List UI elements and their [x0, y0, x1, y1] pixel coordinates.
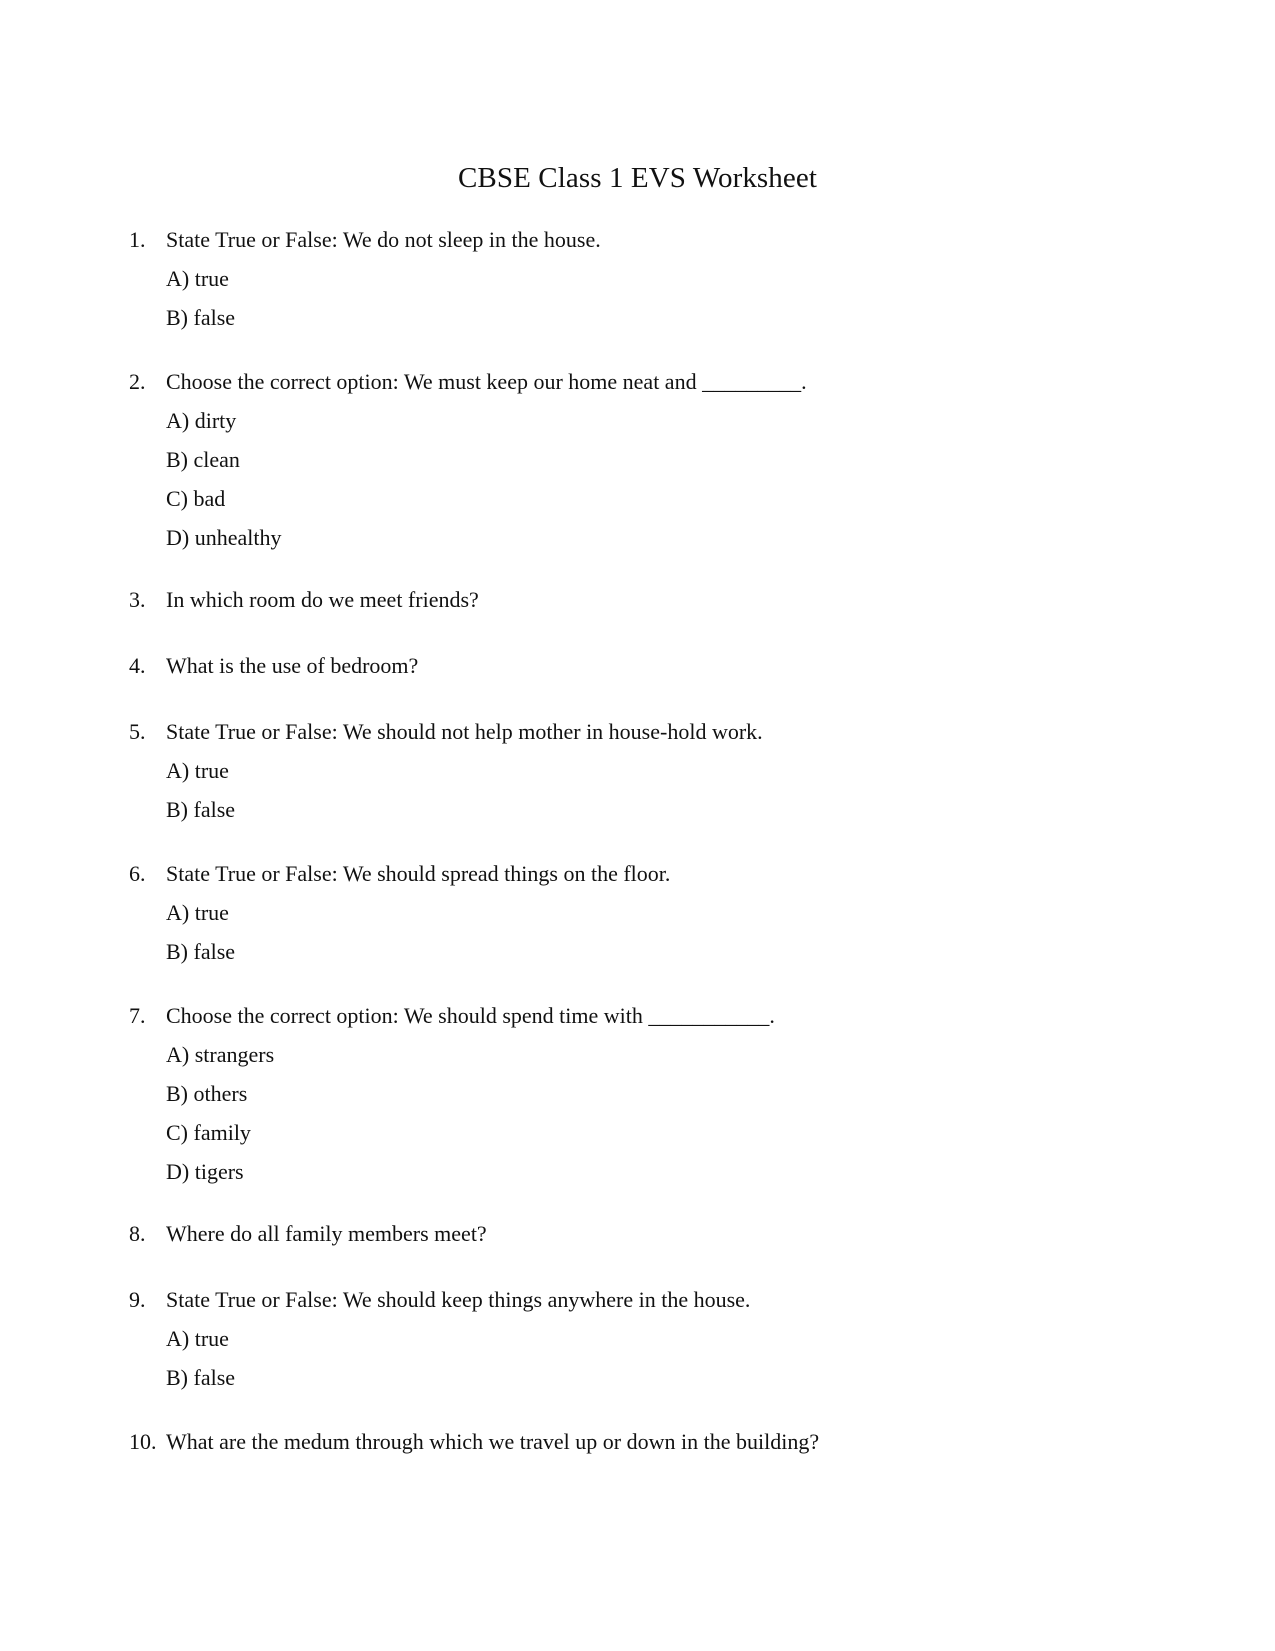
- question-number: 6.: [129, 861, 146, 886]
- option-letter: C): [166, 1120, 188, 1145]
- option-a: [0, 403, 1275, 439]
- option-text: family: [193, 1120, 251, 1145]
- question-number: 1.: [129, 227, 146, 252]
- question-text: What are the medum through which we travel up or down in the building?: [166, 1429, 820, 1454]
- question-number: 9.: [129, 1287, 146, 1312]
- option-b: [0, 934, 1275, 970]
- question-8: [0, 1216, 1275, 1252]
- question-text: State True or False: We should not help mother in house-hold work.: [166, 719, 763, 744]
- question-9: [0, 1282, 1275, 1396]
- question-4: [0, 648, 1275, 684]
- question-line: [0, 648, 1275, 684]
- question-line: [0, 1282, 1275, 1318]
- question-6: [0, 856, 1275, 970]
- option-text: dirty: [194, 408, 237, 433]
- question-text: State True or False: We should spread things on the floor.: [166, 861, 671, 886]
- question-5: [0, 714, 1275, 828]
- option-b: [0, 442, 1275, 478]
- option-letter: B): [166, 1081, 188, 1106]
- option-letter: B): [166, 1365, 188, 1390]
- question-line: [0, 856, 1275, 892]
- option-text: false: [193, 1365, 236, 1390]
- option-letter: B): [166, 797, 188, 822]
- option-b: [0, 1360, 1275, 1396]
- option-text: true: [194, 1326, 229, 1351]
- option-letter: A): [166, 266, 190, 291]
- question-line: [0, 998, 1275, 1034]
- option-letter: A): [166, 1042, 190, 1067]
- option-letter: A): [166, 408, 190, 433]
- question-2: [0, 364, 1275, 556]
- option-text: bad: [193, 486, 226, 511]
- option-text: tigers: [194, 1159, 244, 1184]
- option-text: false: [193, 305, 236, 330]
- question-number: 3.: [129, 587, 146, 612]
- option-letter: A): [166, 1326, 190, 1351]
- option-text: true: [194, 266, 229, 291]
- option-letter: C): [166, 486, 188, 511]
- option-a: [0, 1321, 1275, 1357]
- question-10: [0, 1424, 1275, 1460]
- option-text: clean: [193, 447, 240, 472]
- option-letter: D): [166, 525, 190, 550]
- question-number: 2.: [129, 369, 146, 394]
- question-text: What is the use of bedroom?: [166, 653, 419, 678]
- question-text: In which room do we meet friends?: [166, 587, 479, 612]
- option-c: [0, 1115, 1275, 1151]
- option-a: [0, 895, 1275, 931]
- question-3: [0, 582, 1275, 618]
- option-letter: B): [166, 305, 188, 330]
- option-text: unhealthy: [194, 525, 282, 550]
- option-letter: B): [166, 447, 188, 472]
- question-number: 5.: [129, 719, 146, 744]
- question-7: [0, 998, 1275, 1190]
- option-letter: A): [166, 900, 190, 925]
- option-b: [0, 300, 1275, 336]
- option-letter: D): [166, 1159, 190, 1184]
- option-a: [0, 1037, 1275, 1073]
- question-text: State True or False: We should keep things anywhere in the house.: [166, 1287, 751, 1312]
- option-text: false: [193, 797, 236, 822]
- question-line: [0, 222, 1275, 258]
- option-text: others: [193, 1081, 248, 1106]
- page-title: CBSE Class 1 EVS Worksheet: [457, 162, 818, 194]
- question-line: [0, 582, 1275, 618]
- option-letter: B): [166, 939, 188, 964]
- question-text: Where do all family members meet?: [166, 1221, 487, 1246]
- question-number: 8.: [129, 1221, 146, 1246]
- question-text: Choose the correct option: We should spend time with ___________.: [166, 1003, 775, 1028]
- option-d: [0, 520, 1275, 556]
- question-number: 10.: [129, 1429, 157, 1454]
- question-number: 4.: [129, 653, 146, 678]
- option-a: [0, 753, 1275, 789]
- question-line: [0, 714, 1275, 750]
- question-text: Choose the correct option: We must keep our home neat and _________.: [166, 369, 807, 394]
- option-a: [0, 261, 1275, 297]
- question-number: 7.: [129, 1003, 146, 1028]
- option-b: [0, 792, 1275, 828]
- option-c: [0, 481, 1275, 517]
- question-line: [0, 1424, 1275, 1460]
- option-d: [0, 1154, 1275, 1190]
- option-text: false: [193, 939, 236, 964]
- option-text: true: [194, 758, 229, 783]
- option-letter: A): [166, 758, 190, 783]
- question-text: State True or False: We do not sleep in the house.: [166, 227, 601, 252]
- question-line: [0, 1216, 1275, 1252]
- question-line: [0, 364, 1275, 400]
- option-text: true: [194, 900, 229, 925]
- option-b: [0, 1076, 1275, 1112]
- question-1: [0, 222, 1275, 336]
- option-text: strangers: [194, 1042, 275, 1067]
